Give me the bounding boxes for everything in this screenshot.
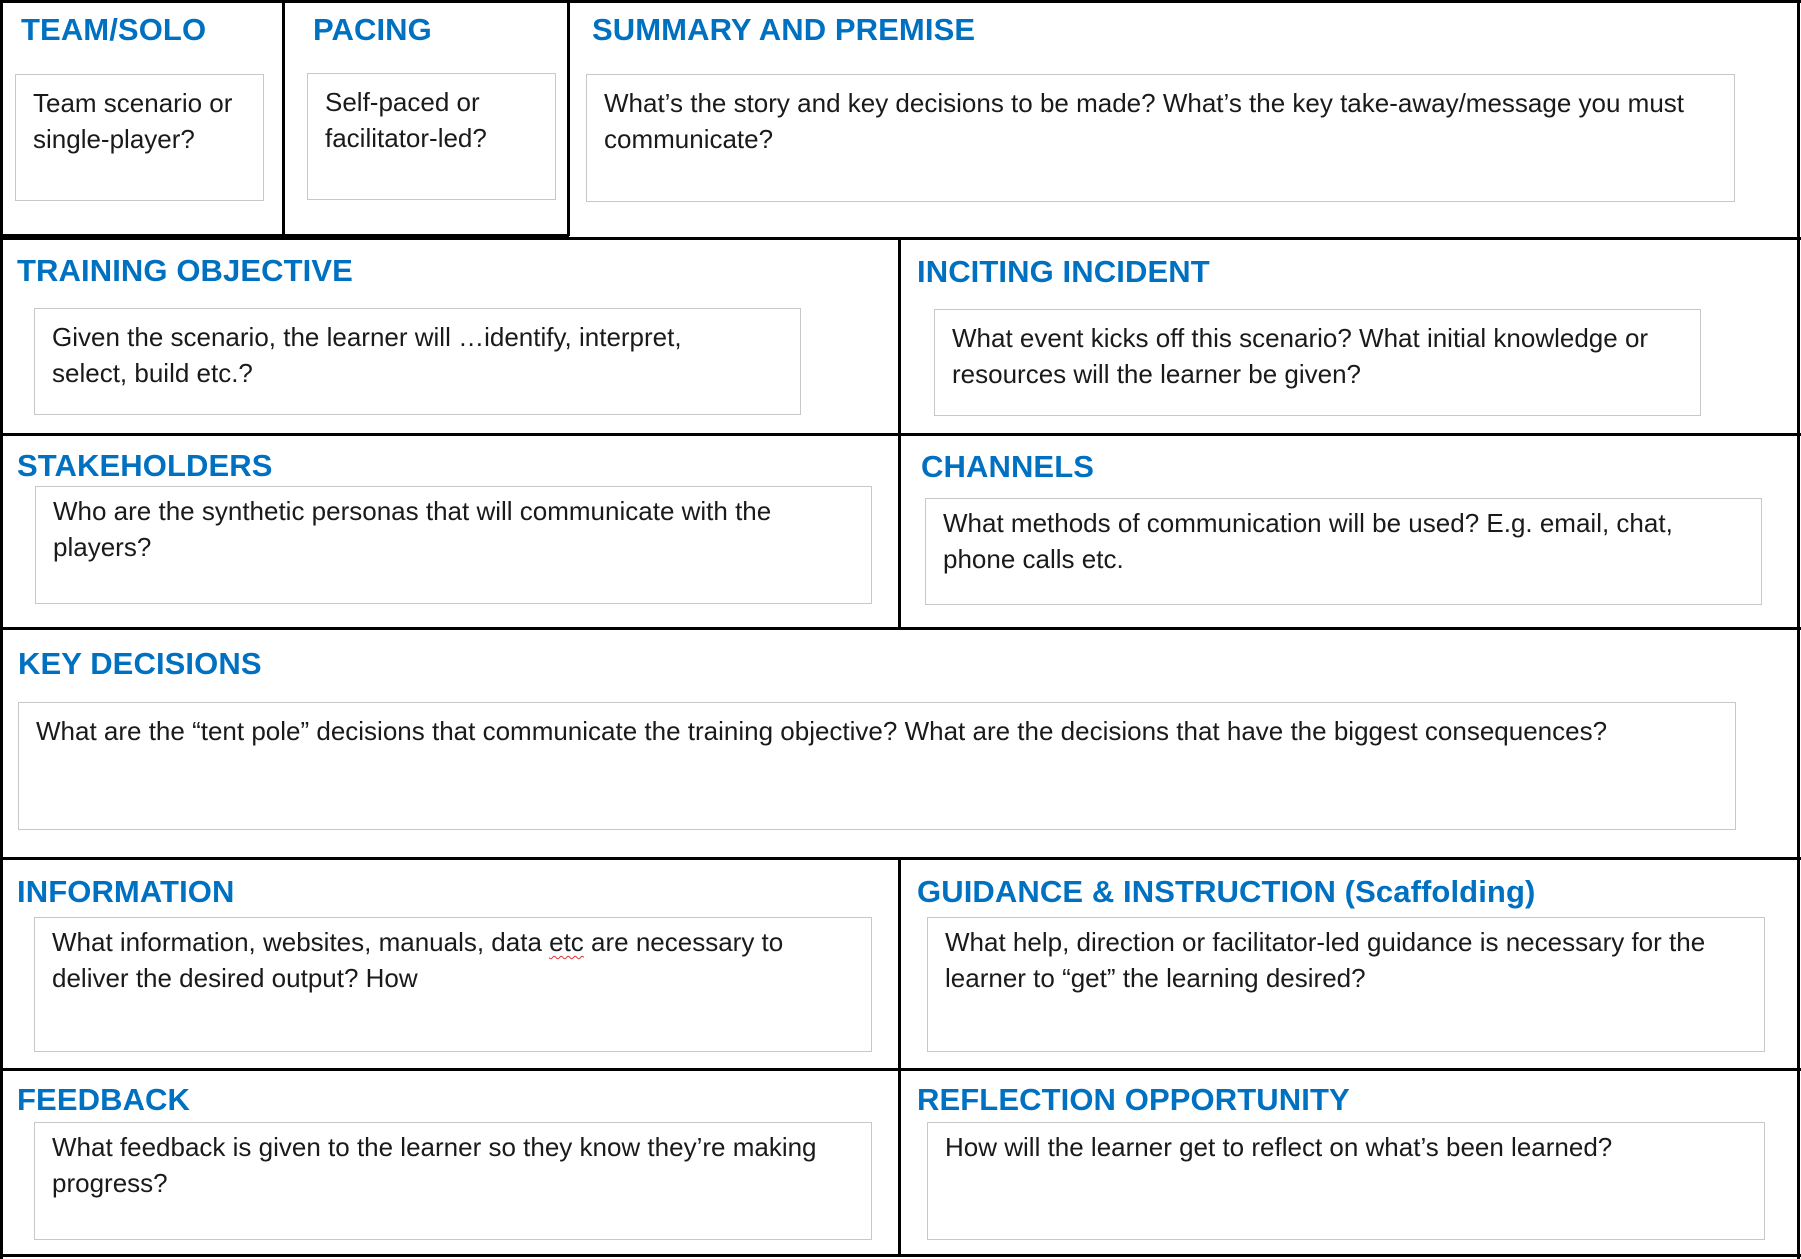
channels-title: CHANNELS	[921, 449, 1095, 484]
grid-line	[0, 627, 1801, 630]
grid-line	[0, 1068, 1801, 1071]
grid-line	[282, 0, 285, 236]
reflection-opportunity-title: REFLECTION OPPORTUNITY	[917, 1082, 1350, 1117]
stakeholders-title: STAKEHOLDERS	[17, 448, 273, 483]
inciting-incident-prompt-box[interactable]	[934, 309, 1701, 416]
guidance-instruction-prompt-box[interactable]	[927, 917, 1765, 1052]
key-decisions-prompt-box[interactable]	[18, 702, 1736, 830]
feedback-title: FEEDBACK	[17, 1082, 191, 1117]
team-solo-title: TEAM/SOLO	[21, 12, 207, 47]
key-decisions-prompt: What are the “tent pole” decisions that communicate the training objective? What are the decisions that have the biggest consequences?	[36, 716, 1608, 746]
reflection-opportunity-prompt: How will the learner get to reflect on what’s been learned?	[945, 1132, 1613, 1162]
channels-prompt-box[interactable]	[925, 498, 1762, 605]
guidance-instruction-prompt: What help, direction or facilitator-led guidance is necessary for the learner to “get” the learning desired?	[945, 927, 1706, 993]
pacing-prompt-box[interactable]	[307, 73, 556, 200]
stakeholders-prompt: Who are the synthetic personas that will communicate with the players?	[53, 496, 772, 562]
grid-line	[567, 0, 570, 236]
summary-premise-title: SUMMARY AND PREMISE	[592, 12, 976, 47]
stakeholders-prompt-box[interactable]	[35, 486, 872, 604]
summary-premise-prompt: What’s the story and key decisions to be made? What’s the key take-away/message you must communicate?	[604, 88, 1685, 154]
spellcheck-flagged-word: etc	[549, 927, 584, 957]
team-solo-prompt: Team scenario or single-player?	[33, 88, 233, 154]
grid-line	[898, 857, 901, 1257]
information-prompt	[52, 924, 855, 996]
summary-premise-prompt-box[interactable]	[586, 74, 1735, 202]
information-title: INFORMATION	[17, 874, 235, 909]
feedback-prompt: What feedback is given to the learner so they know they’re making progress?	[52, 1132, 817, 1198]
information-prompt-box[interactable]	[34, 917, 872, 1052]
grid-line	[0, 433, 1801, 436]
key-decisions-title: KEY DECISIONS	[18, 646, 262, 681]
inciting-incident-title: INCITING INCIDENT	[917, 254, 1210, 289]
information-prompt-part: What information, websites, manuals, data	[52, 927, 550, 957]
grid-line	[0, 0, 1801, 3]
training-objective-prompt-box[interactable]	[34, 308, 801, 415]
training-objective-title: TRAINING OBJECTIVE	[17, 253, 353, 288]
training-objective-prompt: Given the scenario, the learner will …identify, interpret, select, build etc.?	[52, 322, 682, 388]
feedback-prompt-box[interactable]	[34, 1122, 872, 1240]
guidance-instruction-title: GUIDANCE & INSTRUCTION (Scaffolding)	[917, 874, 1536, 909]
team-solo-prompt-box[interactable]	[15, 74, 264, 201]
information-prompt-part: are necessary to deliver the desired output? How	[52, 927, 784, 993]
channels-prompt: What methods of communication will be used? E.g. email, chat, phone calls etc.	[943, 508, 1673, 574]
inciting-incident-prompt: What event kicks off this scenario? What initial knowledge or resources will the learner be given?	[952, 323, 1649, 389]
pacing-prompt: Self-paced or facilitator-led?	[325, 87, 487, 153]
reflection-opportunity-prompt-box[interactable]	[927, 1122, 1765, 1240]
pacing-title: PACING	[313, 12, 432, 47]
